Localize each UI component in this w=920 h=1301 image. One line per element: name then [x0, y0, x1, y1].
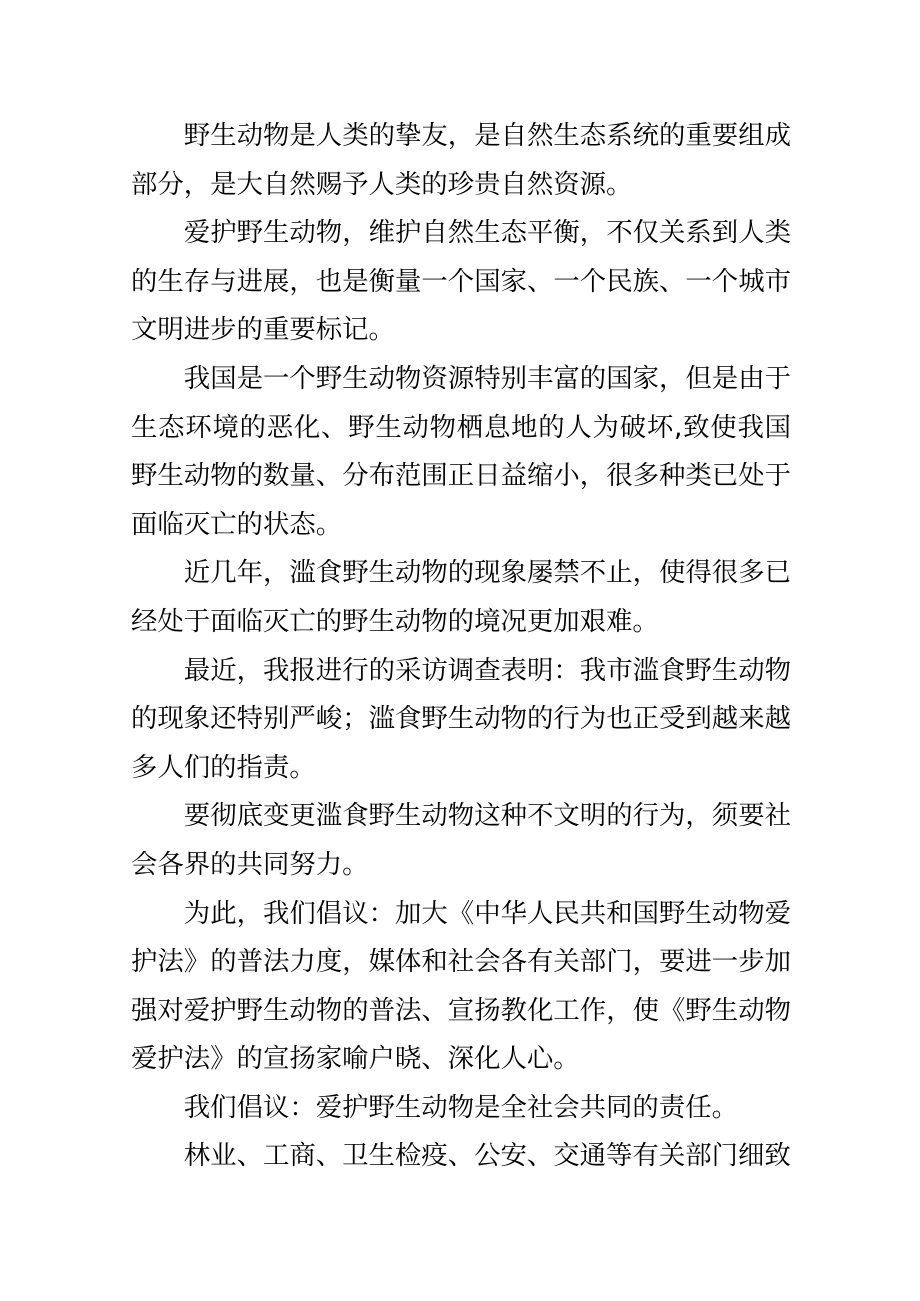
paragraph-7: 为此，我们倡议：加大《中华人民共和国野生动物爱护法》的普法力度，媒体和社会各有关部门，要进一步加强对爱护野生动物的普法、宣扬教化工作，使《野生动物爱护法》的宣扬家喻户晓、深化人心。: [131, 897, 791, 1075]
paragraph-1: 野生动物是人类的挚友，是自然生态系统的重要组成部分，是大自然赐予人类的珍贵自然资源。: [131, 120, 791, 200]
paragraph-3: 我国是一个野生动物资源特别丰富的国家，但是由于生态环境的恶化、野生动物栖息地的人为破坏,致使我国野生动物的数量、分布范围正日益缩小，很多种类已处于面临灭亡的状态。: [131, 362, 791, 540]
paragraph-6: 要彻底变更滥食野生动物这种不文明的行为，须要社会各界的共同努力。: [131, 800, 791, 880]
paragraph-5: 最近，我报进行的采访调查表明：我市滥食野生动物的现象还特别严峻；滥食野生动物的行为也正受到越来越多人们的指责。: [131, 654, 791, 783]
paragraph-9: 林业、工商、卫生检疫、公安、交通等有关部门细致: [183, 1140, 791, 1172]
paragraph-8: 我们倡议：爱护野生动物是全社会共同的责任。: [183, 1091, 738, 1123]
paragraph-2: 爱护野生动物，维护自然生态平衡，不仅关系到人类的生存与进展，也是衡量一个国家、一个民族、一个城市文明进步的重要标记。: [131, 217, 791, 346]
document-body: [131, 112, 791, 1181]
paragraph-4: 近几年，滥食野生动物的现象屡禁不止，使得很多已经处于面临灭亡的野生动物的境况更加艰难。: [131, 557, 791, 637]
